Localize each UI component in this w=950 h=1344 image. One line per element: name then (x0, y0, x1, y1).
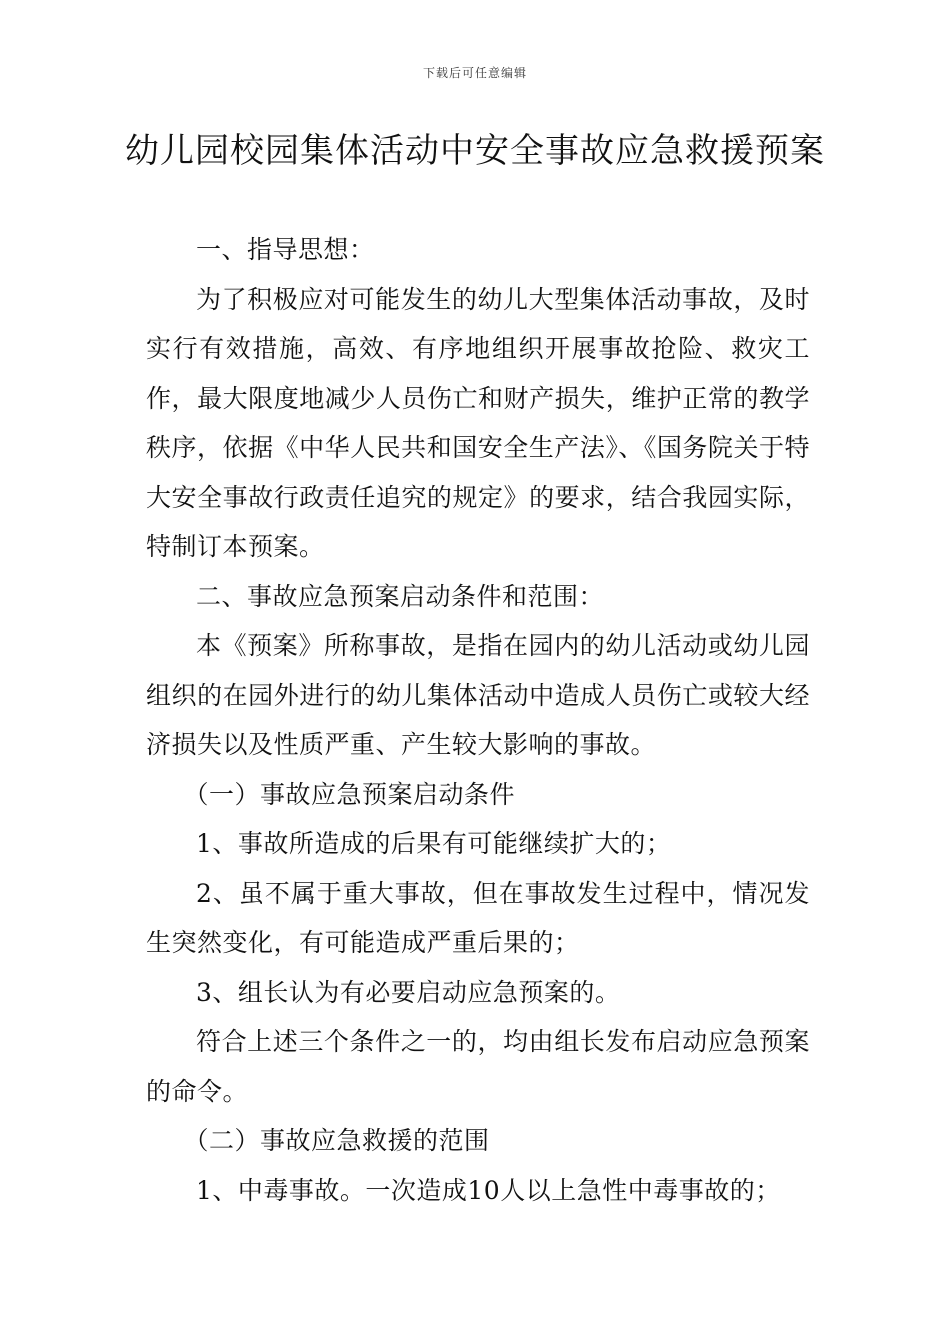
paragraph: 3、组长认为有必要启动应急预案的。 (196, 977, 621, 1007)
document-body (146, 225, 810, 1215)
paragraph: 符合上述三个条件之一的，均由组长发布启动应急预案的命令。 (146, 1027, 810, 1106)
paragraph: 1、中毒事故。一次造成10人以上急性中毒事故的； (196, 1175, 781, 1205)
paragraph: 本《预案》所称事故，是指在园内的幼儿活动或幼儿园组织的在园外进行的幼儿集体活动中造成人员伤亡或较大经济损失以及性质严重、产生较大影响的事故。 (146, 631, 810, 759)
paragraph: 二、事故应急预案启动条件和范围： (196, 581, 605, 611)
paragraph: 为了积极应对可能发生的幼儿大型集体活动事故，及时实行有效措施，高效、有序地组织开展事故抢险、救灾工作，最大限度地减少人员伤亡和财产损失，维护正常的教学秩序，依据《中华人民共和国安全生产法》、《国务院关于特大安全事故行政责任追究的规定》的要求，结合我园实际，特制订本预案。 (146, 284, 810, 561)
header-note: 下载后可任意编辑 (422, 66, 527, 80)
paragraph: 2、虽不属于重大事故，但在事故发生过程中，情况发生突然变化，有可能造成严重后果的； (146, 878, 810, 957)
document-title: 幼儿园校园集体活动中安全事故应急救援预案 (125, 131, 825, 171)
paragraph: 1、事故所造成的后果有可能继续扩大的； (196, 829, 672, 858)
paragraph: （二）事故应急救援的范围 (183, 1126, 490, 1155)
paragraph: 一、指导思想： (196, 235, 375, 264)
paragraph: （一）事故应急预案启动条件 (183, 779, 516, 809)
